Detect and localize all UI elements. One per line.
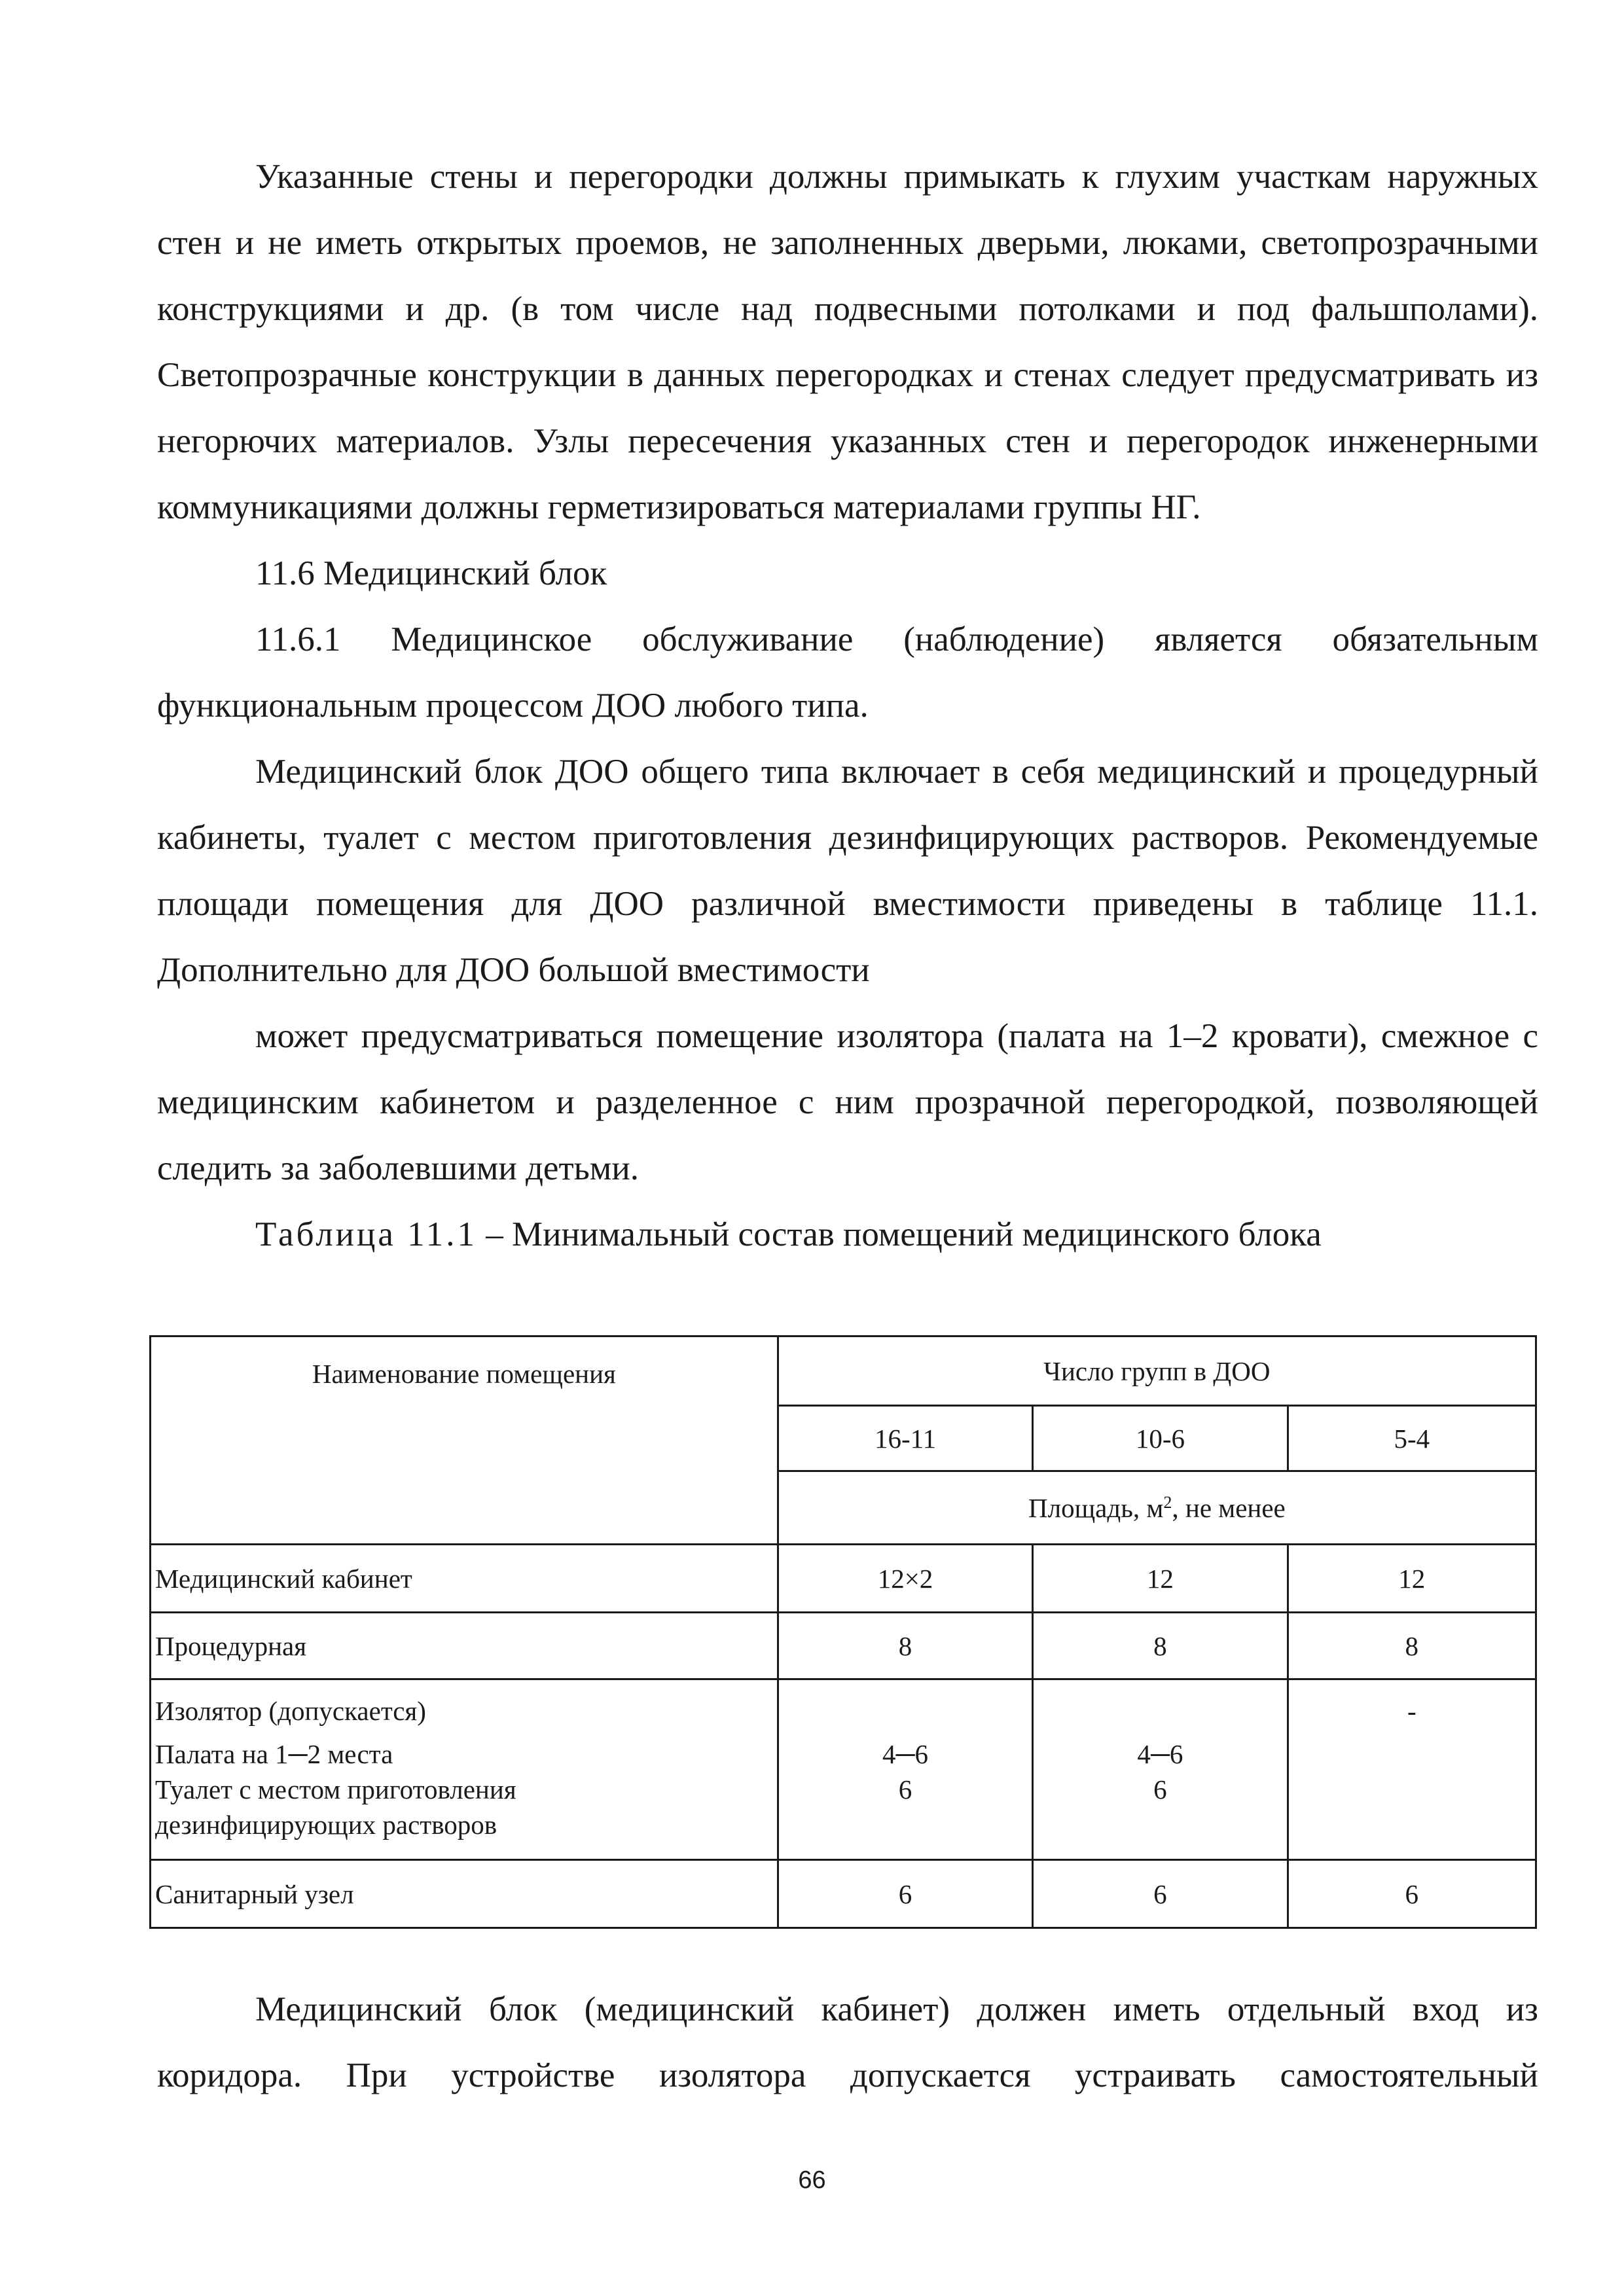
table-caption-label: Таблица 11.1 <box>255 1215 477 1253</box>
page-number: 66 <box>798 2166 826 2194</box>
cell-value: 8 <box>778 1613 1032 1679</box>
paragraph-entrance-line1: Медицинский блок (медицинский кабинет) должен иметь отдельный вход из <box>255 1990 1538 2028</box>
paragraph-walls: Указанные стены и перегородки должны примыкать к глухим участкам наружных стен и не иметь открытых проемов, не заполненных дверьми, люками, светопрозрачными конструкциями и др. (в том числе над подвесными потолками и под фальшполами). Светопрозрачные конструкции в данных перегородках и стенах следует предусматривать из негорючих материалов. Узлы пересечения указанных стен и перегородок инженерными коммуникациями должны герметизироваться материалами группы НГ. <box>157 158 1538 526</box>
header-room-name: Наименование помещения <box>151 1336 778 1545</box>
table-row <box>151 1860 1536 1928</box>
table-caption <box>157 1202 1538 1268</box>
paragraph-medical-service: 11.6.1 Медицинское обслуживание (наблюдение) является обязательным функциональным процессом ДОО любого типа. <box>157 620 1538 725</box>
section-title: 11.6 Медицинский блок <box>255 554 607 592</box>
cell-value: 6 <box>778 1860 1032 1928</box>
column-5-4: 5-4 <box>1288 1406 1536 1471</box>
cell-value: 8 <box>1033 1613 1288 1679</box>
document-body <box>157 144 1538 1268</box>
cell-value: 4─6 6 <box>778 1679 1032 1860</box>
cell-value: 4─6 6 <box>1033 1679 1288 1860</box>
cell-value: 6 <box>1288 1860 1536 1928</box>
table-row <box>151 1613 1536 1679</box>
cell-value: 12 <box>1288 1545 1536 1613</box>
isolator-ward: Палата на 1─2 места <box>155 1739 393 1769</box>
paragraph-isolator: может предусматриваться помещение изолятора (палата на 1–2 кровати), смежное с медицинским кабинетом и разделенное с ним прозрачной перегородкой, позволяющей следить за заболевшими детьми. <box>157 1017 1538 1187</box>
paragraph-entrance <box>157 1977 1538 2109</box>
row-name-sanitary: Санитарный узел <box>151 1860 778 1928</box>
area-label: Площадь, $м^2$, не менее <box>778 1471 1536 1545</box>
isolator-title: Изолятор (допускается) <box>155 1696 426 1726</box>
paragraph-entrance-line2: коридора. При устройстве изолятора допускается устраивать самостоятельный <box>157 2056 1538 2094</box>
table-header-row <box>151 1336 1536 1406</box>
row-name-medical-office: Медицинский кабинет <box>151 1545 778 1613</box>
paragraph-medical-block: Медицинский блок ДОО общего типа включает в себя медицинский и процедурный кабинеты, туалет с местом приготовления дезинфицирующих растворов. Рекомендуемые площади помещения для ДОО различной вместимости приведены в таблице 11.1. Дополнительно для ДОО большой вместимости <box>157 753 1538 989</box>
row-name-procedure-room: Процедурная <box>151 1613 778 1679</box>
header-group-count: Число групп в ДОО <box>778 1336 1536 1406</box>
table-row <box>151 1545 1536 1613</box>
isolator-toilet-cont: дезинфицирующих растворов <box>155 1810 497 1840</box>
row-name-isolator <box>151 1679 778 1860</box>
medical-block-table <box>149 1335 1537 1929</box>
cell-value: 12 <box>1033 1545 1288 1613</box>
cell-value: 6 <box>1033 1860 1288 1928</box>
column-16-11: 16-11 <box>778 1406 1032 1471</box>
table-caption-text: – Минимальный состав помещений медицинского блока <box>477 1215 1322 1253</box>
cell-value: 12×2 <box>778 1545 1032 1613</box>
table-row <box>151 1679 1536 1860</box>
column-10-6: 10-6 <box>1033 1406 1288 1471</box>
isolator-toilet: Туалет с местом приготовления <box>155 1774 516 1804</box>
cell-value: - <box>1288 1679 1536 1860</box>
cell-value: 8 <box>1288 1613 1536 1679</box>
